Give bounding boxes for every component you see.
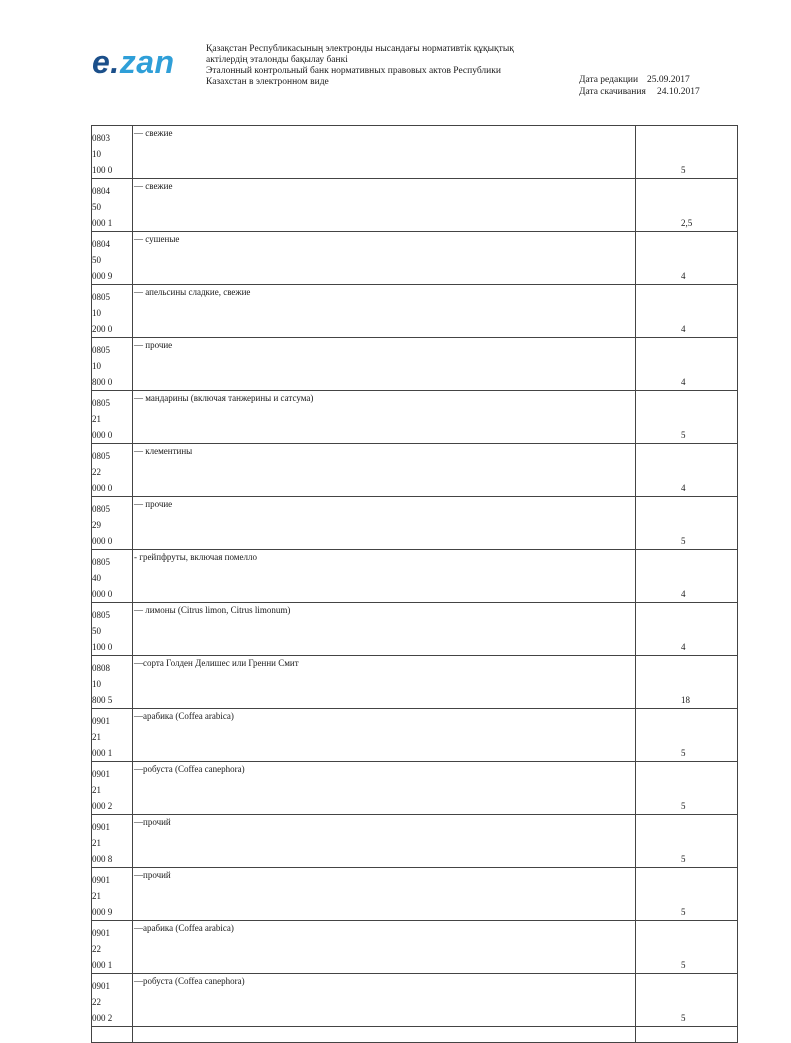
code-cell — [92, 709, 133, 762]
code-part: 21 — [92, 838, 101, 848]
code-part: 000 1 — [92, 218, 113, 228]
description-cell — [133, 497, 636, 550]
rate-value: 4 — [681, 377, 686, 387]
code-part: 50 — [92, 255, 101, 265]
code-cell — [92, 762, 133, 815]
description-cell — [133, 232, 636, 285]
rate-cell — [636, 338, 738, 391]
description-cell — [133, 391, 636, 444]
code-cell — [92, 338, 133, 391]
code-part: 000 2 — [92, 801, 113, 811]
download-date-label: Дата скачивания — [579, 87, 646, 97]
rate-cell — [636, 285, 738, 338]
header-line: Қазақстан Республикасының электронды нысандағы нормативтік құқықтық — [206, 44, 514, 54]
code-part: 100 0 — [92, 165, 113, 175]
code-part: 10 — [92, 679, 101, 689]
header-line: Эталонный контрольный банк нормативных правовых актов Республики — [206, 66, 501, 76]
description-cell — [133, 815, 636, 868]
description-text: —прочий — [134, 817, 171, 827]
description-cell — [133, 974, 636, 1027]
code-part: 50 — [92, 202, 101, 212]
code-part: 000 0 — [92, 483, 113, 493]
table-row — [92, 444, 738, 497]
ezan-logo: e.zan — [92, 44, 175, 80]
description-cell — [133, 656, 636, 709]
rate-value: 18 — [681, 695, 690, 705]
tariff-table — [91, 125, 738, 1043]
description-cell — [133, 709, 636, 762]
description-cell — [133, 603, 636, 656]
code-part: 22 — [92, 997, 101, 1007]
rate-cell — [636, 868, 738, 921]
edit-date-value: 25.09.2017 — [647, 75, 690, 85]
rate-cell — [636, 603, 738, 656]
download-date-value: 24.10.2017 — [657, 87, 700, 97]
code-cell — [92, 232, 133, 285]
code-part: 21 — [92, 785, 101, 795]
table-row — [92, 974, 738, 1027]
code-cell — [92, 497, 133, 550]
description-text: — мандарины (включая танжерины и сатсума) — [134, 393, 314, 403]
code-part: 0901 — [92, 769, 110, 779]
rate-value: 4 — [681, 642, 686, 652]
description-cell — [133, 550, 636, 603]
description-text: — клементины — [134, 446, 193, 456]
code-cell — [92, 921, 133, 974]
table-row — [92, 338, 738, 391]
rate-cell — [636, 762, 738, 815]
rate-cell — [636, 550, 738, 603]
description-text: —робуста (Coffea canephora) — [134, 976, 245, 986]
rate-value: 5 — [681, 536, 686, 546]
table-row — [92, 762, 738, 815]
code-part: 0803 — [92, 133, 110, 143]
code-cell — [92, 391, 133, 444]
code-cell — [92, 126, 133, 179]
description-text: —робуста (Coffea canephora) — [134, 764, 245, 774]
code-part: 000 8 — [92, 854, 113, 864]
table-row — [92, 391, 738, 444]
code-cell — [92, 179, 133, 232]
rate-value: 4 — [681, 324, 686, 334]
code-cell — [92, 603, 133, 656]
description-text: — апельсины сладкие, свежие — [134, 287, 251, 297]
code-part: 0805 — [92, 345, 110, 355]
header-line: актілердің эталонды бақылау банкі — [206, 55, 348, 65]
rate-value: 5 — [681, 430, 686, 440]
code-part: 0804 — [92, 186, 110, 196]
description-cell — [133, 285, 636, 338]
description-text: — свежие — [134, 128, 173, 138]
header-line: Казахстан в электронном виде — [206, 77, 329, 87]
table-row — [92, 550, 738, 603]
code-cell — [92, 656, 133, 709]
code-part: 50 — [92, 626, 101, 636]
code-part: 21 — [92, 414, 101, 424]
table-row — [92, 126, 738, 179]
rate-cell — [636, 179, 738, 232]
code-cell — [92, 815, 133, 868]
description-text: — лимоны (Citrus limon, Citrus limonum) — [134, 605, 291, 615]
description-cell — [133, 338, 636, 391]
code-part: 29 — [92, 520, 101, 530]
code-part: 0805 — [92, 610, 110, 620]
description-text: —сорта Голден Делишес или Гренни Смит — [134, 658, 299, 668]
code-part: 000 9 — [92, 907, 113, 917]
download-date-row — [579, 86, 700, 98]
code-part: 40 — [92, 573, 101, 583]
table-row — [92, 285, 738, 338]
rate-value: 5 — [681, 960, 686, 970]
rate-cell — [636, 391, 738, 444]
rate-value: 5 — [681, 1013, 686, 1023]
rate-value: 5 — [681, 907, 686, 917]
table-row — [92, 921, 738, 974]
code-part: 22 — [92, 944, 101, 954]
description-cell — [133, 444, 636, 497]
code-part: 0901 — [92, 716, 110, 726]
table-row — [92, 603, 738, 656]
code-part: 0805 — [92, 557, 110, 567]
rate-cell — [636, 126, 738, 179]
document-dates — [579, 74, 700, 98]
code-part: 0805 — [92, 451, 110, 461]
rate-value: 4 — [681, 589, 686, 599]
code-part: 21 — [92, 732, 101, 742]
description-text: — свежие — [134, 181, 173, 191]
description-cell — [133, 762, 636, 815]
description-cell — [133, 921, 636, 974]
description-text: — сушеные — [134, 234, 180, 244]
code-part: 0901 — [92, 928, 110, 938]
rate-value: 5 — [681, 801, 686, 811]
code-part: 000 2 — [92, 1013, 113, 1023]
header-title — [206, 44, 514, 88]
code-part: 000 9 — [92, 271, 113, 281]
code-part: 0901 — [92, 822, 110, 832]
code-part: 200 0 — [92, 324, 113, 334]
table-row — [92, 815, 738, 868]
table-row-empty — [92, 1027, 738, 1043]
rate-value: 4 — [681, 483, 686, 493]
code-part: 0804 — [92, 239, 110, 249]
table-row — [92, 868, 738, 921]
description-cell — [133, 868, 636, 921]
code-cell — [92, 444, 133, 497]
rate-cell — [636, 709, 738, 762]
rate-value: 2,5 — [681, 218, 693, 228]
code-part: 0808 — [92, 663, 110, 673]
code-part: 0901 — [92, 875, 110, 885]
rate-cell — [636, 815, 738, 868]
table-row — [92, 656, 738, 709]
edit-date-row — [579, 74, 700, 86]
code-part: 000 0 — [92, 589, 113, 599]
rate-cell — [636, 444, 738, 497]
description-text: —арабика (Coffea arabica) — [134, 711, 234, 721]
description-text: - грейпфруты, включая помелло — [134, 552, 257, 562]
rate-value: 5 — [681, 165, 686, 175]
rate-cell — [636, 656, 738, 709]
rate-cell — [636, 232, 738, 285]
code-part: 000 0 — [92, 536, 113, 546]
description-text: —арабика (Coffea arabica) — [134, 923, 234, 933]
edit-date-label: Дата редакции — [579, 75, 639, 85]
rate-cell — [636, 921, 738, 974]
code-part: 100 0 — [92, 642, 113, 652]
code-part: 000 1 — [92, 960, 113, 970]
code-part: 10 — [92, 361, 101, 371]
description-cell — [133, 179, 636, 232]
code-part: 10 — [92, 308, 101, 318]
table-row — [92, 709, 738, 762]
code-part: 800 5 — [92, 695, 113, 705]
rate-value: 5 — [681, 748, 686, 758]
code-part: 22 — [92, 467, 101, 477]
code-part: 800 0 — [92, 377, 113, 387]
code-part: 0805 — [92, 292, 110, 302]
code-part: 0901 — [92, 981, 110, 991]
description-cell — [133, 126, 636, 179]
code-cell — [92, 285, 133, 338]
table-row — [92, 232, 738, 285]
table-row — [92, 179, 738, 232]
code-part: 0805 — [92, 504, 110, 514]
code-part: 000 0 — [92, 430, 113, 440]
table-row — [92, 497, 738, 550]
description-text: — прочие — [134, 340, 173, 350]
code-cell — [92, 868, 133, 921]
rate-value: 4 — [681, 271, 686, 281]
code-part: 000 1 — [92, 748, 113, 758]
code-part: 21 — [92, 891, 101, 901]
description-text: — прочие — [134, 499, 173, 509]
code-cell — [92, 974, 133, 1027]
rate-cell — [636, 497, 738, 550]
code-part: 10 — [92, 149, 101, 159]
code-part: 0805 — [92, 398, 110, 408]
code-cell — [92, 550, 133, 603]
rate-cell — [636, 974, 738, 1027]
rate-value: 5 — [681, 854, 686, 864]
description-text: —прочий — [134, 870, 171, 880]
